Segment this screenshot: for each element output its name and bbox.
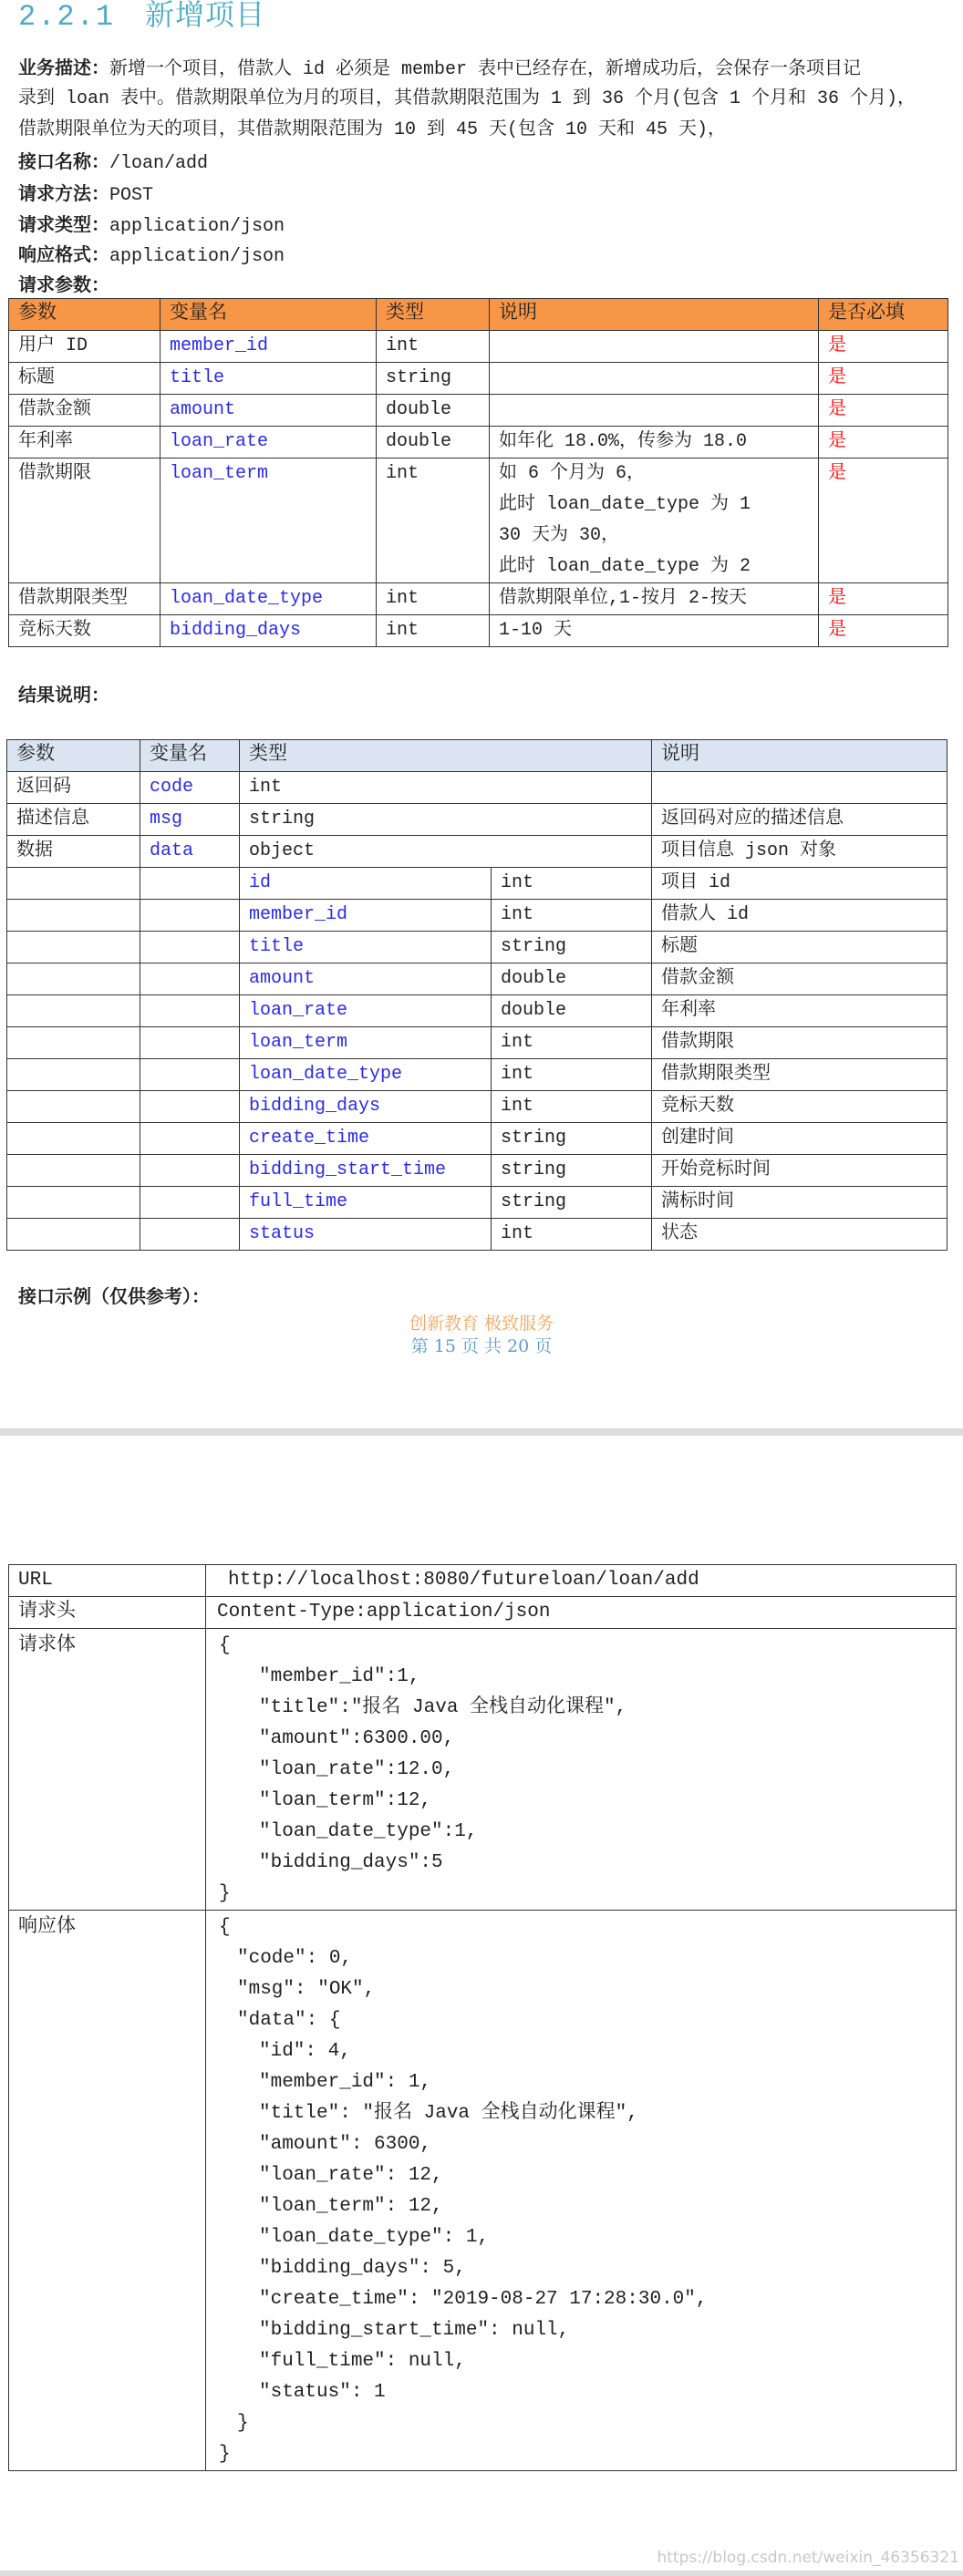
meta-label: 请求参数： [18,273,109,295]
field-type-cell: int [492,1091,652,1123]
empty-cell [7,1155,140,1187]
table-row [9,395,948,427]
field-name-cell: loan_rate [240,995,492,1027]
section-number: 2.2.1 [18,0,116,34]
table-row [9,331,948,363]
field-type-cell: int [492,900,652,932]
request-header-value: Content-Type:application/json [206,1597,957,1629]
table-row [7,1059,947,1091]
desc-line: 此时 loan_date_type 为 1 [499,494,751,515]
desc-cell [652,772,947,804]
var-cell: code [140,772,240,804]
request-body-code [206,1629,957,1911]
field-type-cell: int [492,1027,652,1059]
field-desc-cell: 开始竞标时间 [652,1155,947,1187]
code-line: "bidding_days": 5, [259,2258,466,2279]
header-var: 变量名 [140,740,240,772]
empty-cell [7,1187,140,1219]
empty-cell [140,995,240,1027]
empty-cell [140,900,240,932]
empty-cell [7,995,140,1027]
empty-cell [7,1123,140,1155]
param-cell: 描述信息 [7,804,140,836]
code-line: "create_time": "2019-08-27 17:28:30.0", [259,2289,708,2310]
example-label-text: 接口示例（仅供参考）： [18,1285,210,1307]
field-type-cell: int [492,868,652,900]
example-label [18,1281,210,1312]
field-name-cell: status [240,1219,492,1251]
url-row [9,1565,957,1597]
meta-value: application/json [109,216,285,237]
var-cell: bidding_days [160,615,377,647]
desc-cell [490,395,819,427]
field-desc-cell: 创建时间 [652,1123,947,1155]
empty-cell [140,1187,240,1219]
desc-cell: 项目信息 json 对象 [652,836,947,868]
code-line: "bidding_days":5 [259,1852,443,1873]
empty-cell [7,1219,140,1251]
field-desc-cell: 标题 [652,932,947,963]
empty-cell [7,900,140,932]
request-type [18,209,285,240]
header-type: 类型 [377,299,490,331]
code-line: "loan_date_type": 1, [259,2227,490,2248]
code-line: "id": 4, [259,2041,351,2062]
code-line: } [219,2444,231,2465]
empty-cell [140,1059,240,1091]
table-row [7,932,947,963]
code-line: } [219,1883,231,1904]
code-line: "amount": 6300, [259,2134,432,2155]
description-text: 录到 loan 表中。借款期限单位为月的项目，其借款期限范围为 1 到 36 个月(包含 1 个月和 36 个月)， [18,88,916,109]
table-row [9,363,948,395]
param-cell: 标题 [9,363,160,395]
description-line [18,52,861,83]
param-cell: 数据 [7,836,140,868]
header-type: 类型 [240,740,652,772]
code-line: "code": 0, [237,1948,353,1969]
table-row [7,836,947,868]
request-method [18,178,153,209]
example-table [8,1564,957,2471]
code-line: "msg": "OK", [237,1979,376,2000]
type-cell: string [240,804,652,836]
field-name-cell: title [240,932,492,963]
desc-cell [490,615,819,647]
code-line: "amount":6300.00, [259,1728,455,1749]
type-cell: int [377,459,490,583]
table-row [9,427,948,459]
field-type-cell: string [492,1123,652,1155]
table-row [9,615,948,647]
api-name [18,146,208,177]
page-separator [0,2571,963,2576]
table-row [7,1123,947,1155]
desc-cell [490,583,819,615]
field-desc-cell: 状态 [652,1219,947,1251]
desc-cell [490,331,819,363]
table-row [7,1027,947,1059]
table-row [7,900,947,932]
code-line: "data": { [237,2010,341,2031]
code-line: "loan_term":12, [259,1790,432,1811]
field-desc-cell: 竞标天数 [652,1091,947,1123]
param-cell: 竞标天数 [9,615,160,647]
empty-cell [7,1059,140,1091]
description-text: 新增一个项目，借款人 id 必须是 member 表中已经存在，新增成功后，会保存一条项目记 [109,59,862,80]
table-row [7,1091,947,1123]
type-cell: string [377,363,490,395]
table-row [7,804,947,836]
header-required: 是否必填 [819,299,948,331]
empty-cell [140,1219,240,1251]
response-body-label: 响应体 [9,1911,206,2471]
page-separator [0,1428,963,1436]
code-line: "loan_rate":12.0, [259,1759,455,1780]
required-cell: 是 [819,459,948,583]
header-param: 参数 [9,299,160,331]
field-desc-cell: 借款期限类型 [652,1059,947,1091]
required-cell: 是 [819,331,948,363]
response-format [18,239,285,270]
meta-label: 响应格式： [18,243,109,265]
empty-cell [140,1123,240,1155]
param-cell: 借款金额 [9,395,160,427]
table-row [7,1219,947,1251]
request-params-table [8,298,948,647]
url-label: URL [9,1565,206,1597]
table-row [7,995,947,1027]
code-line: "member_id":1, [259,1666,420,1687]
code-line: "full_time": null, [259,2351,466,2372]
header-param: 参数 [7,740,140,772]
code-line: { [219,1635,231,1656]
result-label-text: 结果说明： [18,684,109,706]
field-name-cell: create_time [240,1123,492,1155]
desc-line: 如 6 个月为 6， [499,463,646,484]
code-line: } [237,2413,249,2434]
empty-cell [7,1091,140,1123]
page-number: 第 15 页 共 20 页 [410,1336,553,1356]
header-var: 变量名 [160,299,377,331]
desc-cell [490,459,819,583]
request-header-label: 请求头 [9,1597,206,1629]
empty-cell [7,963,140,995]
field-desc-cell: 满标时间 [652,1187,947,1219]
desc-line: 此时 loan_date_type 为 2 [499,556,751,577]
description-label: 业务描述： [18,57,109,78]
field-type-cell: int [492,1059,652,1091]
field-desc-cell: 借款期限 [652,1027,947,1059]
url-value: http://localhost:8080/futureloan/loan/add [206,1565,957,1597]
required-cell: 是 [819,363,948,395]
table-header-row [9,299,948,331]
watermark: https://blog.csdn.net/weixin_46356321 [657,2549,959,2567]
var-cell: amount [160,395,377,427]
required-cell: 是 [819,427,948,459]
param-cell: 返回码 [7,772,140,804]
meta-label: 请求类型： [18,213,109,235]
meta-label: 接口名称： [18,150,109,172]
var-cell: data [140,836,240,868]
empty-cell [140,932,240,963]
desc-cell: 返回码对应的描述信息 [652,804,947,836]
header-desc: 说明 [490,299,819,331]
empty-cell [7,1027,140,1059]
header-desc: 说明 [652,740,947,772]
empty-cell [140,868,240,900]
type-cell: int [240,772,652,804]
required-cell: 是 [819,615,948,647]
table-row [7,1155,947,1187]
field-name-cell: loan_date_type [240,1059,492,1091]
code-line: "status": 1 [259,2382,386,2403]
code-line: "member_id": 1, [259,2072,432,2093]
field-name-cell: bidding_days [240,1091,492,1123]
type-cell: double [377,395,490,427]
table-row [7,772,947,804]
response-body-code [206,1911,957,2471]
field-type-cell: double [492,995,652,1027]
field-name-cell: id [240,868,492,900]
empty-cell [140,1027,240,1059]
type-cell: int [377,331,490,363]
section-title: 新增项目 [145,0,266,34]
field-type-cell: string [492,1155,652,1187]
code-line: "loan_date_type":1, [259,1821,478,1842]
field-desc-cell: 年利率 [652,995,947,1027]
field-type-cell: int [492,1219,652,1251]
empty-cell [7,868,140,900]
desc-line: 30 天为 30， [499,525,620,546]
table-row [7,1187,947,1219]
desc-line: 如年化 18.0%，传参为 18.0 [499,431,748,452]
var-cell: loan_term [160,459,377,583]
field-name-cell: member_id [240,900,492,932]
table-row [9,459,948,583]
field-type-cell: string [492,1187,652,1219]
table-row [7,963,947,995]
header-row [9,1597,957,1629]
param-cell: 借款期限类型 [9,583,160,615]
description-text: 借款期限单位为天的项目，其借款期限范围为 10 到 45 天(包含 10 天和 45 天)， [18,119,727,140]
var-cell: member_id [160,331,377,363]
field-desc-cell: 借款金额 [652,963,947,995]
desc-line: 借款期限单位,1-按月 2-按天 [499,588,748,609]
table-row [7,868,947,900]
code-line: "title":"报名 Java 全栈自动化课程", [259,1697,627,1718]
field-name-cell: amount [240,963,492,995]
code-line: "loan_rate": 12, [259,2165,443,2186]
meta-value: application/json [109,246,285,267]
required-cell: 是 [819,583,948,615]
meta-label: 请求方法： [18,182,109,204]
desc-line: 1-10 天 [499,620,573,641]
meta-value: /loan/add [109,153,209,174]
request-body-label: 请求体 [9,1629,206,1911]
empty-cell [7,932,140,963]
desc-cell [490,363,819,395]
var-cell: loan_date_type [160,583,377,615]
request-params-label [18,269,109,300]
response-body-row [9,1911,957,2471]
code-line: { [219,1917,231,1938]
type-cell: double [377,427,490,459]
field-type-cell: string [492,932,652,963]
request-body-row [9,1629,957,1911]
type-cell: int [377,615,490,647]
param-cell: 借款期限 [9,459,160,583]
meta-value: POST [109,185,154,206]
empty-cell [140,1155,240,1187]
var-cell: msg [140,804,240,836]
field-desc-cell: 项目 id [652,868,947,900]
field-name-cell: full_time [240,1187,492,1219]
result-table [6,739,947,1251]
code-line: "bidding_start_time": null, [259,2320,570,2341]
field-type-cell: double [492,963,652,995]
table-row [9,583,948,615]
result-label [18,679,109,710]
field-desc-cell: 借款人 id [652,900,947,932]
type-cell: object [240,836,652,868]
type-cell: int [377,583,490,615]
required-cell: 是 [819,395,948,427]
param-cell: 用户 ID [9,331,160,363]
footer-slogan: 创新教育 极致服务 [409,1314,554,1334]
empty-cell [140,963,240,995]
table-header-row [7,740,947,772]
field-name-cell: bidding_start_time [240,1155,492,1187]
var-cell: title [160,363,377,395]
param-cell: 年利率 [9,427,160,459]
code-line: "loan_term": 12, [259,2196,443,2217]
field-name-cell: loan_term [240,1027,492,1059]
code-line: "title": "报名 Java 全栈自动化课程", [259,2103,638,2124]
var-cell: loan_rate [160,427,377,459]
empty-cell [140,1091,240,1123]
desc-cell [490,427,819,459]
